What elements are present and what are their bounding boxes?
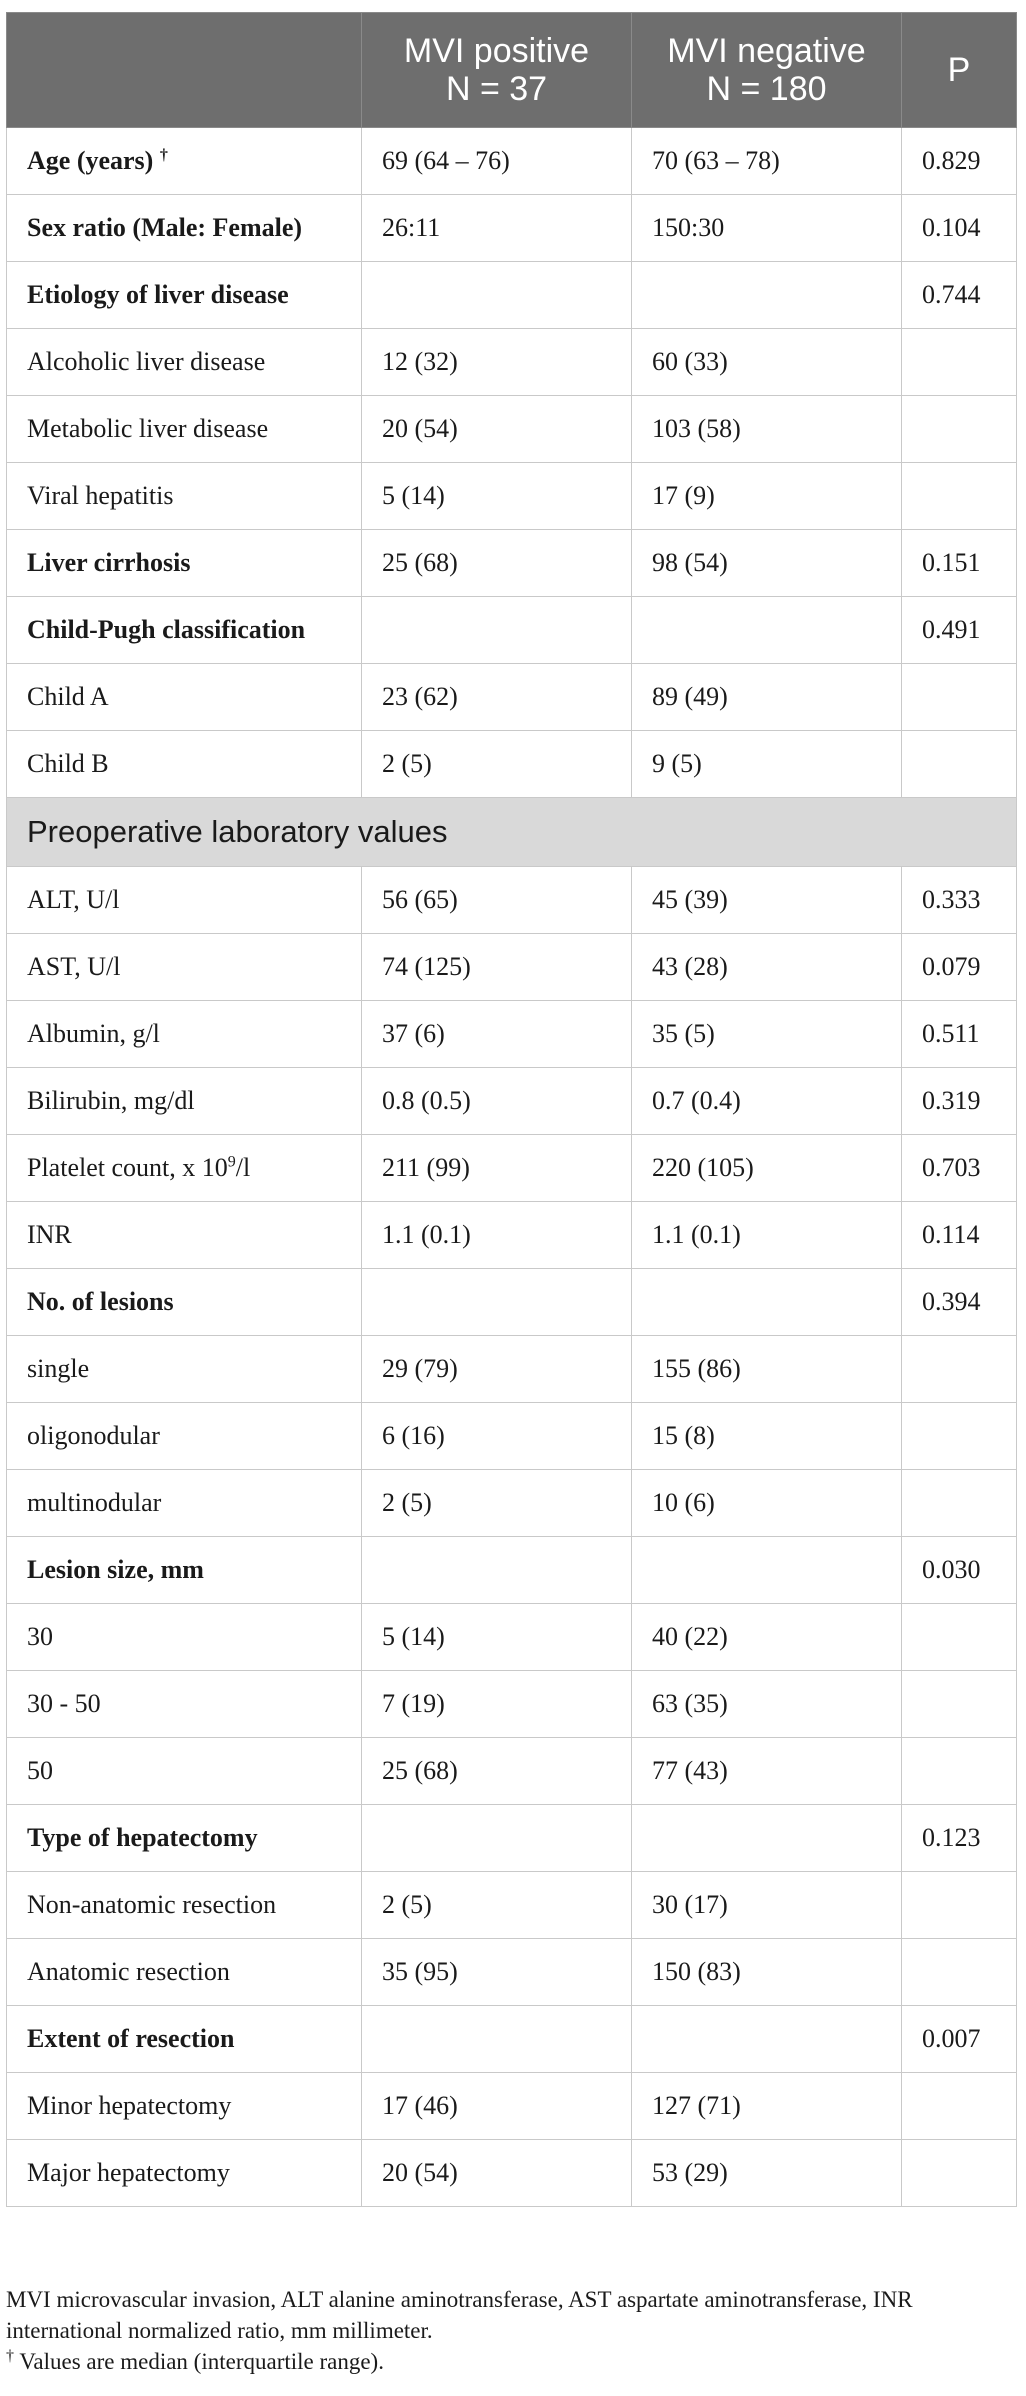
table-row <box>7 1202 1017 1269</box>
row-label-text: Type of hepatectomy <box>27 1823 258 1852</box>
mvi-positive-value <box>362 1537 632 1604</box>
mvi-negative-value <box>632 262 902 329</box>
mvi-negative-value: 150 (83) <box>632 1939 902 2006</box>
row-label <box>7 1202 362 1269</box>
p-value: 0.511 <box>902 1001 1017 1068</box>
header-empty-cell <box>7 13 362 128</box>
mvi-negative-value <box>632 597 902 664</box>
p-value <box>902 664 1017 731</box>
mvi-positive-value: 23 (62) <box>362 664 632 731</box>
mvi-negative-value <box>632 1269 902 1336</box>
p-value: 0.829 <box>902 128 1017 195</box>
mvi-positive-value <box>362 597 632 664</box>
table-row <box>7 664 1017 731</box>
results-table <box>6 12 1017 2207</box>
footnote-dagger-text: Values are median (interquartile range). <box>14 2349 384 2374</box>
header-mvi-negative-title: MVI negative <box>667 32 866 70</box>
mvi-positive-value: 35 (95) <box>362 1939 632 2006</box>
row-label-superscript: † <box>159 146 168 164</box>
header-p-value: P <box>902 13 1017 128</box>
mvi-positive-value: 17 (46) <box>362 2073 632 2140</box>
mvi-positive-value: 6 (16) <box>362 1403 632 1470</box>
mvi-negative-value: 103 (58) <box>632 396 902 463</box>
mvi-negative-value: 35 (5) <box>632 1001 902 1068</box>
row-label <box>7 1671 362 1738</box>
mvi-positive-value: 37 (6) <box>362 1001 632 1068</box>
row-label <box>7 1537 362 1604</box>
row-label-text: Sex ratio (Male: Female) <box>27 213 303 242</box>
table-row-category <box>7 128 1017 195</box>
row-label-text: 50 <box>27 1756 53 1785</box>
row-label <box>7 1872 362 1939</box>
mvi-positive-value: 25 (68) <box>362 530 632 597</box>
table-row <box>7 1738 1017 1805</box>
row-label-text: Bilirubin, mg/dl <box>27 1086 195 1115</box>
row-label <box>7 1604 362 1671</box>
row-label-text: Liver cirrhosis <box>27 548 191 577</box>
row-label-text: multinodular <box>27 1488 162 1517</box>
p-value: 0.123 <box>902 1805 1017 1872</box>
mvi-negative-value <box>632 2006 902 2073</box>
p-value: 0.151 <box>902 530 1017 597</box>
table-row <box>7 1470 1017 1537</box>
p-value <box>902 1939 1017 2006</box>
mvi-positive-value: 0.8 (0.5) <box>362 1068 632 1135</box>
row-label <box>7 1470 362 1537</box>
row-label-text: Child B <box>27 749 109 778</box>
mvi-negative-value: 30 (17) <box>632 1872 902 1939</box>
p-value: 0.703 <box>902 1135 1017 1202</box>
table-row <box>7 1068 1017 1135</box>
mvi-negative-value: 40 (22) <box>632 1604 902 1671</box>
table-row-category <box>7 1269 1017 1336</box>
row-label <box>7 867 362 934</box>
mvi-negative-value: 45 (39) <box>632 867 902 934</box>
table-row <box>7 1872 1017 1939</box>
row-label <box>7 463 362 530</box>
p-value <box>902 731 1017 798</box>
table-row <box>7 463 1017 530</box>
table-row <box>7 1135 1017 1202</box>
table-row <box>7 329 1017 396</box>
p-value: 0.007 <box>902 2006 1017 2073</box>
row-label-text: oligonodular <box>27 1421 160 1450</box>
mvi-negative-value: 89 (49) <box>632 664 902 731</box>
row-label <box>7 396 362 463</box>
row-label <box>7 2006 362 2073</box>
row-label-text: single <box>27 1354 90 1383</box>
mvi-negative-value: 127 (71) <box>632 2073 902 2140</box>
table-row <box>7 2073 1017 2140</box>
dagger-symbol: † <box>6 2347 14 2365</box>
row-label-text: Age (years) <box>27 146 154 175</box>
mvi-positive-value: 29 (79) <box>362 1336 632 1403</box>
mvi-negative-value: 155 (86) <box>632 1336 902 1403</box>
table-row-category <box>7 1537 1017 1604</box>
row-label <box>7 195 362 262</box>
mvi-positive-value: 74 (125) <box>362 934 632 1001</box>
p-value <box>902 1336 1017 1403</box>
row-label-text: 30 - 50 <box>27 1689 101 1718</box>
table-row <box>7 1336 1017 1403</box>
header-mvi-negative <box>632 13 902 128</box>
header-mvi-positive-count: N = 37 <box>445 70 548 108</box>
row-label <box>7 530 362 597</box>
footnote-abbreviations: MVI microvascular invasion, ALT alanine aminotransferase, AST aspartate aminotransferase, INR international normalized ratio, mm millimeter. <box>6 2287 913 2343</box>
p-value <box>902 1671 1017 1738</box>
row-label-text: Alcoholic liver disease <box>27 347 266 376</box>
mvi-positive-value <box>362 2006 632 2073</box>
row-label-text: Lesion size, mm <box>27 1555 204 1584</box>
row-label-text: No. of lesions <box>27 1287 174 1316</box>
mvi-positive-value: 211 (99) <box>362 1135 632 1202</box>
footnote-dagger <box>6 2346 1020 2377</box>
mvi-negative-value: 0.7 (0.4) <box>632 1068 902 1135</box>
table-body <box>7 128 1017 2207</box>
mvi-positive-value: 1.1 (0.1) <box>362 1202 632 1269</box>
row-label-text: Platelet count, x 10 <box>27 1153 228 1182</box>
mvi-positive-value: 25 (68) <box>362 1738 632 1805</box>
row-label-superscript: 9 <box>227 1153 236 1171</box>
table-row <box>7 867 1017 934</box>
row-label-text: INR <box>27 1220 72 1249</box>
table-row <box>7 1939 1017 2006</box>
row-label <box>7 1805 362 1872</box>
section-header-row <box>7 798 1017 867</box>
mvi-positive-value: 20 (54) <box>362 2140 632 2207</box>
mvi-positive-value: 5 (14) <box>362 1604 632 1671</box>
p-value <box>902 396 1017 463</box>
p-value <box>902 1470 1017 1537</box>
row-label-text: Etiology of liver disease <box>27 280 289 309</box>
mvi-positive-value <box>362 1805 632 1872</box>
row-label-text: Minor hepatectomy <box>27 2091 232 2120</box>
mvi-positive-value: 69 (64 – 76) <box>362 128 632 195</box>
header-mvi-negative-count: N = 180 <box>706 70 827 108</box>
mvi-positive-value <box>362 1269 632 1336</box>
table-row-category <box>7 597 1017 664</box>
mvi-negative-value: 15 (8) <box>632 1403 902 1470</box>
mvi-negative-value: 220 (105) <box>632 1135 902 1202</box>
p-value: 0.114 <box>902 1202 1017 1269</box>
table-footnote <box>6 2284 1020 2377</box>
mvi-negative-value: 70 (63 – 78) <box>632 128 902 195</box>
mvi-negative-value <box>632 1805 902 1872</box>
row-label-text: Anatomic resection <box>27 1957 230 1986</box>
row-label <box>7 1269 362 1336</box>
mvi-negative-value: 150:30 <box>632 195 902 262</box>
section-header-label: Preoperative laboratory values <box>7 798 1017 867</box>
row-label <box>7 1403 362 1470</box>
mvi-negative-value: 9 (5) <box>632 731 902 798</box>
row-label <box>7 1336 362 1403</box>
mvi-negative-value: 10 (6) <box>632 1470 902 1537</box>
row-label <box>7 2073 362 2140</box>
row-label <box>7 1738 362 1805</box>
row-label-text: Major hepatectomy <box>27 2158 230 2187</box>
row-label-text: Child-Pugh classification <box>27 615 306 644</box>
mvi-positive-value: 7 (19) <box>362 1671 632 1738</box>
p-value: 0.104 <box>902 195 1017 262</box>
row-label <box>7 1939 362 2006</box>
table-row <box>7 396 1017 463</box>
mvi-negative-value: 53 (29) <box>632 2140 902 2207</box>
mvi-positive-value: 12 (32) <box>362 329 632 396</box>
table-row-category <box>7 2006 1017 2073</box>
table-row <box>7 731 1017 798</box>
row-label-text: Metabolic liver disease <box>27 414 269 443</box>
p-value <box>902 1738 1017 1805</box>
row-label <box>7 731 362 798</box>
row-label-text: 30 <box>27 1622 53 1651</box>
table-header-row <box>7 13 1017 128</box>
mvi-negative-value: 63 (35) <box>632 1671 902 1738</box>
row-label <box>7 2140 362 2207</box>
row-label <box>7 1068 362 1135</box>
table-row <box>7 1001 1017 1068</box>
mvi-negative-value: 98 (54) <box>632 530 902 597</box>
row-label <box>7 329 362 396</box>
p-value: 0.333 <box>902 867 1017 934</box>
header-mvi-positive <box>362 13 632 128</box>
table-row-category <box>7 530 1017 597</box>
row-label-text: Non-anatomic resection <box>27 1890 277 1919</box>
mvi-positive-value: 56 (65) <box>362 867 632 934</box>
table-row-category <box>7 195 1017 262</box>
table-row <box>7 1671 1017 1738</box>
mvi-positive-value: 2 (5) <box>362 1470 632 1537</box>
mvi-positive-value: 5 (14) <box>362 463 632 530</box>
mvi-negative-value: 77 (43) <box>632 1738 902 1805</box>
row-label <box>7 1001 362 1068</box>
table-row <box>7 2140 1017 2207</box>
mvi-positive-value <box>362 262 632 329</box>
p-value: 0.744 <box>902 262 1017 329</box>
row-label <box>7 597 362 664</box>
row-label-text: Extent of resection <box>27 2024 235 2053</box>
mvi-negative-value: 1.1 (0.1) <box>632 1202 902 1269</box>
mvi-negative-value <box>632 1537 902 1604</box>
table-row-category <box>7 1805 1017 1872</box>
row-label-suffix: /l <box>235 1153 251 1182</box>
p-value <box>902 1604 1017 1671</box>
p-value <box>902 1403 1017 1470</box>
row-label-text: Albumin, g/l <box>27 1019 160 1048</box>
p-value <box>902 463 1017 530</box>
row-label-text: AST, U/l <box>27 952 121 981</box>
mvi-negative-value: 17 (9) <box>632 463 902 530</box>
results-table-container <box>6 12 1016 2207</box>
p-value: 0.079 <box>902 934 1017 1001</box>
table-row <box>7 1403 1017 1470</box>
table-row <box>7 1604 1017 1671</box>
mvi-negative-value: 43 (28) <box>632 934 902 1001</box>
row-label-text: Child A <box>27 682 109 711</box>
mvi-positive-value: 2 (5) <box>362 731 632 798</box>
p-value <box>902 2140 1017 2207</box>
p-value: 0.394 <box>902 1269 1017 1336</box>
p-value <box>902 1872 1017 1939</box>
mvi-negative-value: 60 (33) <box>632 329 902 396</box>
mvi-positive-value: 20 (54) <box>362 396 632 463</box>
table-row-category <box>7 262 1017 329</box>
row-label <box>7 128 362 195</box>
p-value: 0.319 <box>902 1068 1017 1135</box>
header-mvi-positive-title: MVI positive <box>403 32 590 70</box>
mvi-positive-value: 2 (5) <box>362 1872 632 1939</box>
row-label <box>7 262 362 329</box>
p-value: 0.491 <box>902 597 1017 664</box>
row-label <box>7 934 362 1001</box>
table-row <box>7 934 1017 1001</box>
p-value: 0.030 <box>902 1537 1017 1604</box>
row-label <box>7 664 362 731</box>
p-value <box>902 2073 1017 2140</box>
p-value <box>902 329 1017 396</box>
row-label <box>7 1135 362 1202</box>
row-label-text: ALT, U/l <box>27 885 120 914</box>
mvi-positive-value: 26:11 <box>362 195 632 262</box>
row-label-text: Viral hepatitis <box>27 481 174 510</box>
